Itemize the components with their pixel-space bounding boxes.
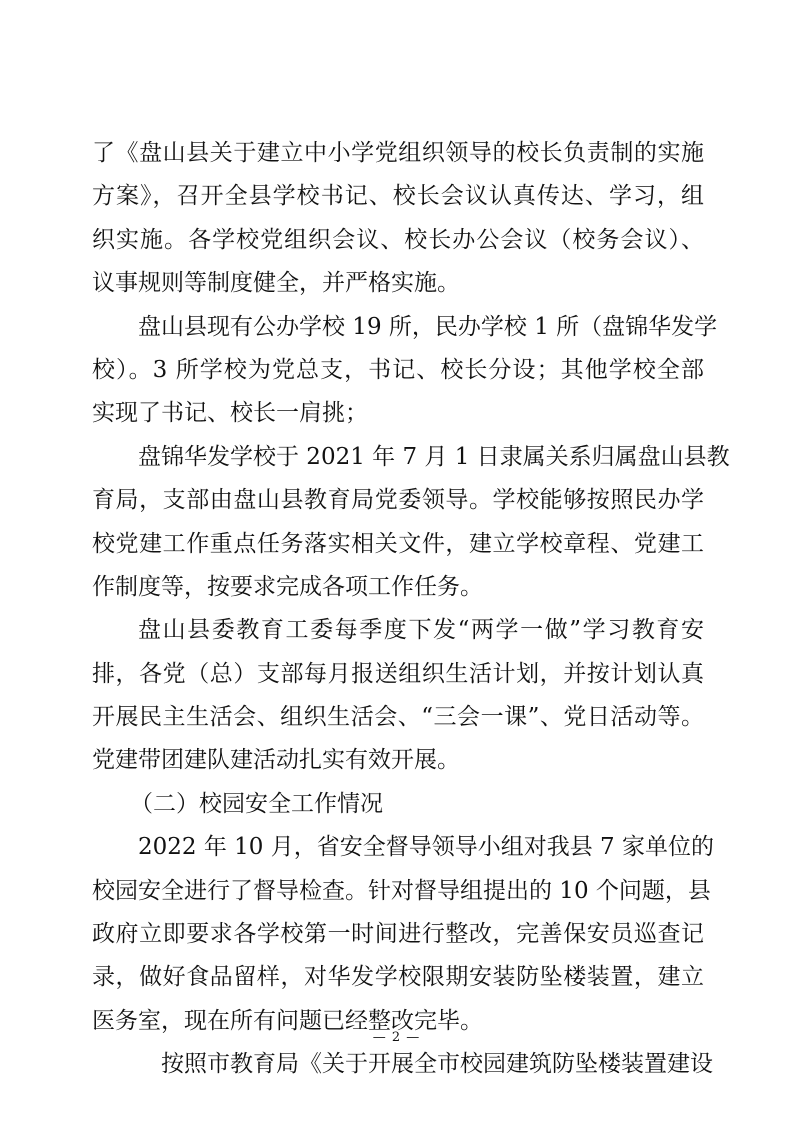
text-line: 排，各党（总）支部每月报送组织生活计划，并按计划认真 — [92, 660, 704, 687]
text-line: 育局，支部由盘山县教育局党委领导。学校能够按照民办学 — [92, 487, 704, 514]
body-text — [92, 132, 730, 1087]
text-line: 方案》，召开全县学校书记、校长会议认真传达、学习，组 — [92, 183, 704, 210]
text-line: 医务室，现在所有问题已经整改完毕。 — [92, 1007, 483, 1034]
page-number: — 2 — — [372, 1030, 421, 1045]
text-line: 校园安全进行了督导检查。针对督导组提出的 10 个问题，县 — [92, 877, 711, 904]
text-line: 校）。3 所学校为党总支，书记、校长分设；其他学校全部 — [92, 356, 704, 383]
paragraph-study-education — [92, 609, 704, 783]
text-line: 党建带团建队建活动扎实有效开展。 — [92, 747, 460, 774]
text-line: 政府立即要求各学校第一时间进行整改，完善保安员巡查记 — [92, 921, 704, 948]
paragraph-huafa-school — [92, 436, 730, 610]
paragraph-school-count — [92, 306, 718, 436]
text-line: 盘山县委教育工委每季度下发“两学一做”学习教育安 — [138, 617, 704, 644]
text-line: 议事规则等制度健全，并严格实施。 — [92, 270, 460, 297]
text-line: 开展民主生活会、组织生活会、“三会一课”、党日活动等。 — [92, 704, 704, 731]
text-line: 按照市教育局《关于开展全市校园建筑防坠楼装置建设 — [161, 1051, 713, 1078]
text-line: 校党建工作重点任务落实相关文件，建立学校章程、党建工 — [92, 530, 704, 557]
text-line: 实现了书记、校长一肩挑； — [92, 400, 368, 427]
text-line: 了《盘山县关于建立中小学党组织领导的校长负责制的实施 — [92, 140, 704, 166]
text-line: 盘锦华发学校于 2021 年 7 月 1 日隶属关系归属盘山县教 — [138, 443, 730, 470]
text-line: 织实施。各学校党组织会议、校长办公会议（校务会议）、 — [92, 226, 704, 253]
text-line: 录，做好食品留样，对华发学校限期安装防坠楼装置，建立 — [92, 964, 704, 991]
section-heading: （二）校园安全工作情况 — [130, 790, 383, 817]
text-line: 作制度等，按要求完成各项工作任务。 — [92, 573, 483, 600]
paragraph-party-plan — [92, 132, 704, 306]
text-line: 盘山县现有公办学校 19 所，民办学校 1 所（盘锦华发学 — [138, 313, 718, 340]
section-heading-campus-safety — [92, 783, 704, 826]
text-line: 2022 年 10 月，省安全督导领导小组对我县 7 家单位的 — [138, 834, 714, 861]
paragraph-anti-fall — [92, 1043, 713, 1086]
paragraph-safety-inspection — [92, 826, 714, 1043]
